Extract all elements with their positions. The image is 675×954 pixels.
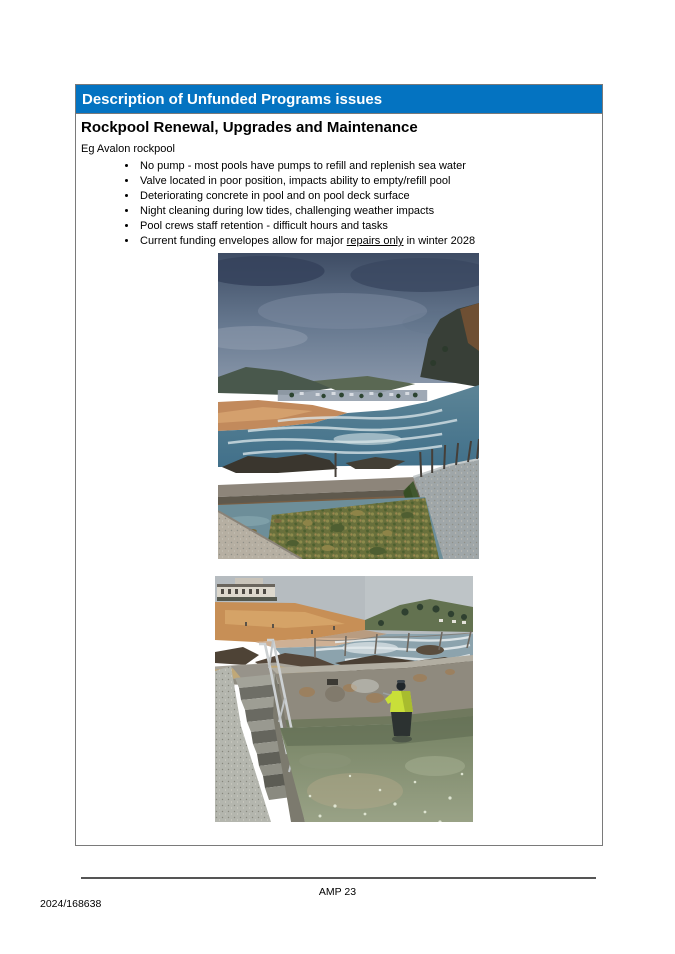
footer-doc-number: 2024/168638 [40, 898, 102, 910]
section-header: Description of Unfunded Programs issues [76, 85, 602, 114]
content-box [75, 84, 603, 846]
bullet-item: • Night cleaning during low tides, challenging weather impacts [138, 204, 602, 219]
footer-divider [81, 877, 596, 879]
photo-avalon-rockpool-seaweed [218, 253, 479, 559]
bullet-item: • Valve located in poor position, impacts ability to empty/refill pool [138, 174, 602, 189]
bullet-item: • Pool crews staff retention - difficult hours and tasks [138, 219, 602, 234]
bullet-item: • Deteriorating concrete in pool and on pool deck surface [138, 189, 602, 204]
underlined-phrase: repairs only [346, 235, 404, 247]
bullet-item: • Current funding envelopes allow for major repairs only in winter 2028 [138, 234, 602, 249]
intro-text: Eg Avalon rockpool [81, 143, 175, 155]
photo-avalon-rockpool-cleaning [215, 576, 473, 822]
issues-list [76, 159, 602, 249]
footer-page-label: AMP 23 [318, 886, 357, 898]
subsection-title: Rockpool Renewal, Upgrades and Maintenance [81, 119, 418, 136]
bullet-item: • No pump - most pools have pumps to refill and replenish sea water [138, 159, 602, 174]
